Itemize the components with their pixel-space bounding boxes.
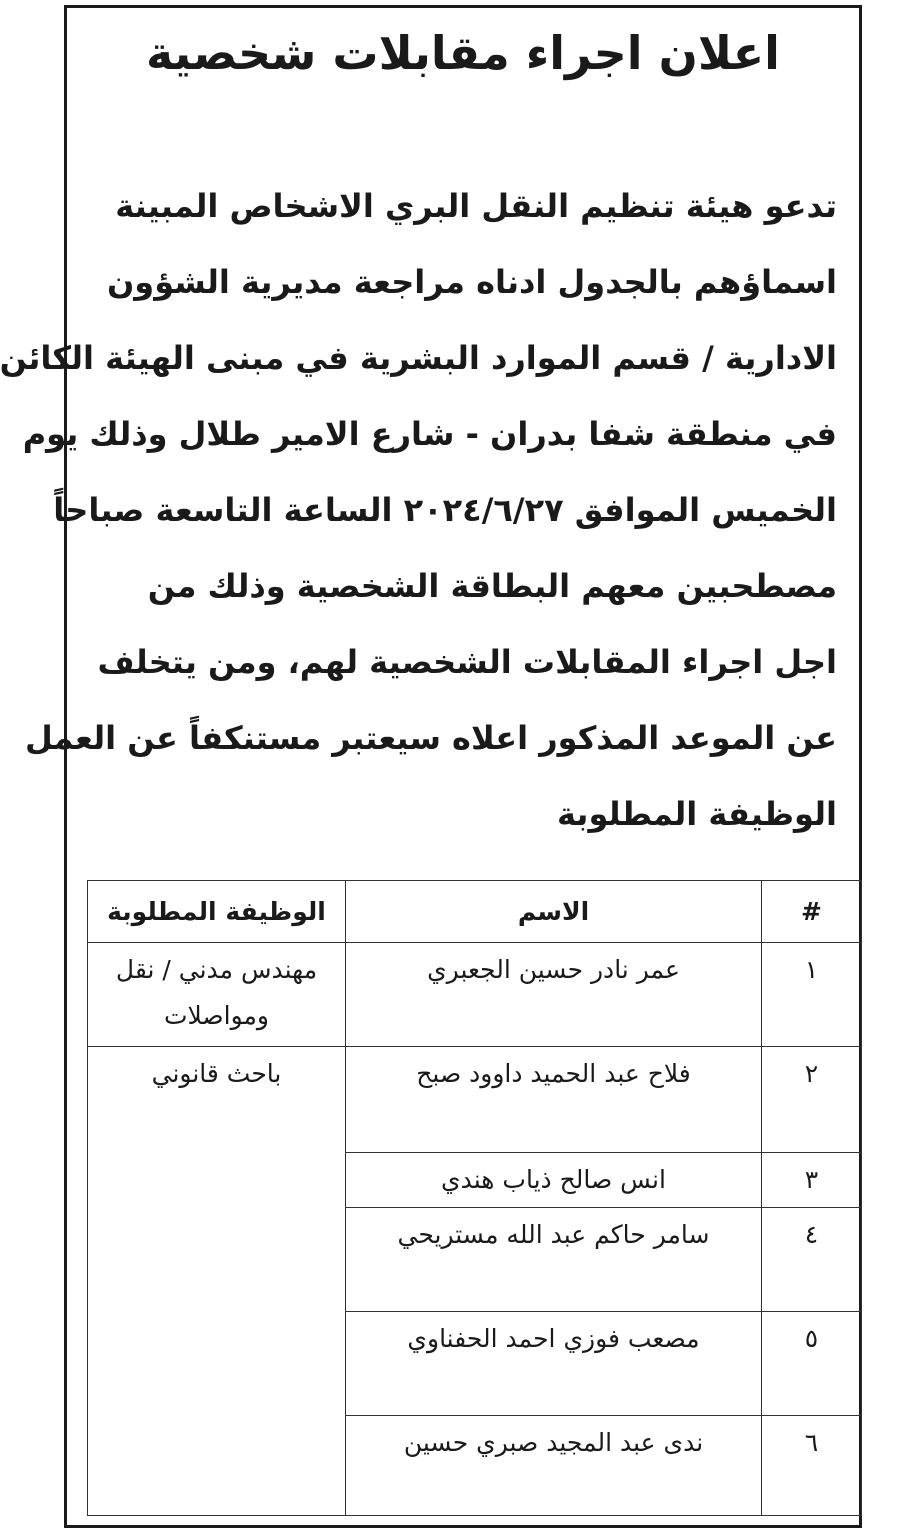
body-line: في منطقة شفا بدران - شارع الامير طلال وذلك يوم: [22, 415, 837, 453]
candidate-name: عمر نادر حسين الجعبري: [346, 943, 762, 1047]
body-line: الوظيفة المطلوبة: [557, 795, 837, 833]
announcement-title: اعلان اجراء مقابلات شخصية: [146, 26, 780, 80]
announcement-frame: [0, 5, 862, 1528]
column-header-name: الاسم: [346, 881, 762, 943]
candidate-name: مصعب فوزي احمد الحفناوي: [346, 1312, 762, 1416]
row-number: ٥: [762, 1312, 862, 1416]
body-line: اجل اجراء المقابلات الشخصية لهم، ومن يتخلف: [97, 643, 837, 681]
row-number: ٣: [762, 1153, 862, 1208]
candidate-name: انس صالح ذياب هندي: [346, 1153, 762, 1208]
body-line: تدعو هيئة تنظيم النقل البري الاشخاص المبينة: [115, 187, 837, 225]
required-job: مهندس مدني / نقل ومواصلات: [88, 943, 346, 1047]
row-number: ٤: [762, 1208, 862, 1312]
body-line: عن الموعد المذكور اعلاه سيعتبر مستنكفاً عن العمل: [24, 719, 837, 757]
column-header-number: #: [762, 881, 862, 943]
candidate-name: سامر حاكم عبد الله مستريحي: [346, 1208, 762, 1312]
table-row: [88, 943, 862, 1047]
candidates-table: [87, 880, 862, 1516]
row-number: ٦: [762, 1416, 862, 1516]
body-line: مصطحبين معهم البطاقة الشخصية وذلك من: [147, 567, 837, 605]
candidate-name: فلاح عبد الحميد داوود صبح: [346, 1047, 762, 1153]
row-number: ٢: [762, 1047, 862, 1153]
body-line: الادارية / قسم الموارد البشرية في مبنى الهيئة الكائن: [0, 339, 837, 377]
required-job: باحث قانوني: [88, 1047, 346, 1516]
row-number: ١: [762, 943, 862, 1047]
candidate-name: ندى عبد المجيد صبري حسين: [346, 1416, 762, 1516]
column-header-job: الوظيفة المطلوبة: [88, 881, 346, 943]
table-header-row: [88, 881, 862, 943]
table-row: [88, 1047, 862, 1153]
body-line: الخميس الموافق ٢٠٢٤/٦/٢٧ الساعة التاسعة صباحاً: [53, 491, 837, 529]
announcement-body: [0, 168, 837, 852]
body-line: اسماؤهم بالجدول ادناه مراجعة مديرية الشؤون: [106, 263, 837, 301]
